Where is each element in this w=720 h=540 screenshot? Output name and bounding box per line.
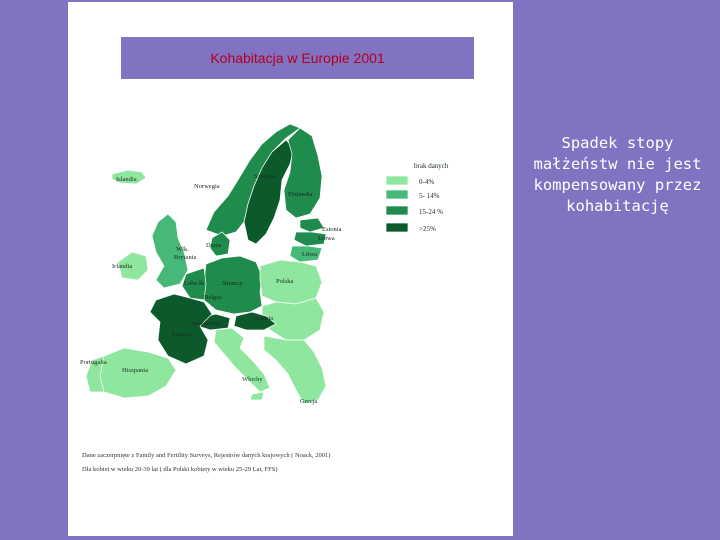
- label-litwa: Litwa: [302, 251, 318, 258]
- label-austria: Austria: [254, 315, 274, 322]
- label-islandia: Islandia: [116, 176, 137, 183]
- legend-swatch-1: [386, 190, 408, 199]
- side-caption: Spadek stopy małżeństw nie jest kompensowany przez kohabitację: [533, 134, 702, 215]
- label-lotwa: Łotwa: [318, 235, 335, 242]
- label-irlandia: Irlandia: [112, 263, 133, 270]
- label-finlandia: Finlandia: [288, 191, 313, 198]
- label-brytania: Brytania: [174, 254, 197, 261]
- label-lubelia: Lube lk: [184, 280, 205, 287]
- label-portugalia: Portugalia: [80, 359, 107, 366]
- label-dania: Dania: [206, 242, 222, 249]
- region-balkans: [264, 336, 326, 404]
- legend-label-3: >25%: [419, 225, 436, 233]
- country-francja: [150, 294, 212, 364]
- label-grecja: Grecja: [300, 398, 318, 405]
- island-sicily: [250, 392, 264, 400]
- legend-swatch-3: [386, 223, 408, 232]
- legend-swatch-2: [386, 206, 408, 215]
- country-estonia: [300, 218, 324, 232]
- label-szwecja: Szwecja: [254, 173, 276, 180]
- legend-no-data: brak danych: [414, 162, 449, 170]
- label-estonia: Estonia: [322, 226, 342, 233]
- label-hiszpania: Hiszpania: [122, 367, 148, 374]
- label-wlochy: Włochy: [242, 376, 263, 383]
- age-note: Dla kobiet w wieku 20-39 lat ( dla Polski kobiety w wieku 25-29 Lat, FFS): [82, 466, 278, 473]
- label-norwegia: Norwegia: [194, 183, 220, 190]
- label-belgia: Belgia: [204, 294, 221, 301]
- label-polska: Polska: [276, 278, 294, 285]
- label-niemcy: Niemcy: [222, 280, 243, 287]
- label-szwajcaria: Szwajcaria: [192, 320, 221, 327]
- country-finlandia: [284, 128, 322, 218]
- legend-swatch-0: [386, 176, 408, 185]
- map-title: Kohabitacja w Europie 2001: [210, 50, 385, 66]
- source-note: Dane zaczerpnięte z Family and Fertility Surveys, Rejestrów danych krajowych ( Noack, 2001): [82, 452, 331, 459]
- legend-label-2: 15-24 %: [419, 208, 443, 216]
- legend-label-1: 5- 14%: [419, 192, 440, 200]
- label-francja: Francja: [172, 331, 192, 338]
- legend-label-0: 0-4%: [419, 178, 435, 186]
- label-wlk: Wlk.: [176, 246, 189, 253]
